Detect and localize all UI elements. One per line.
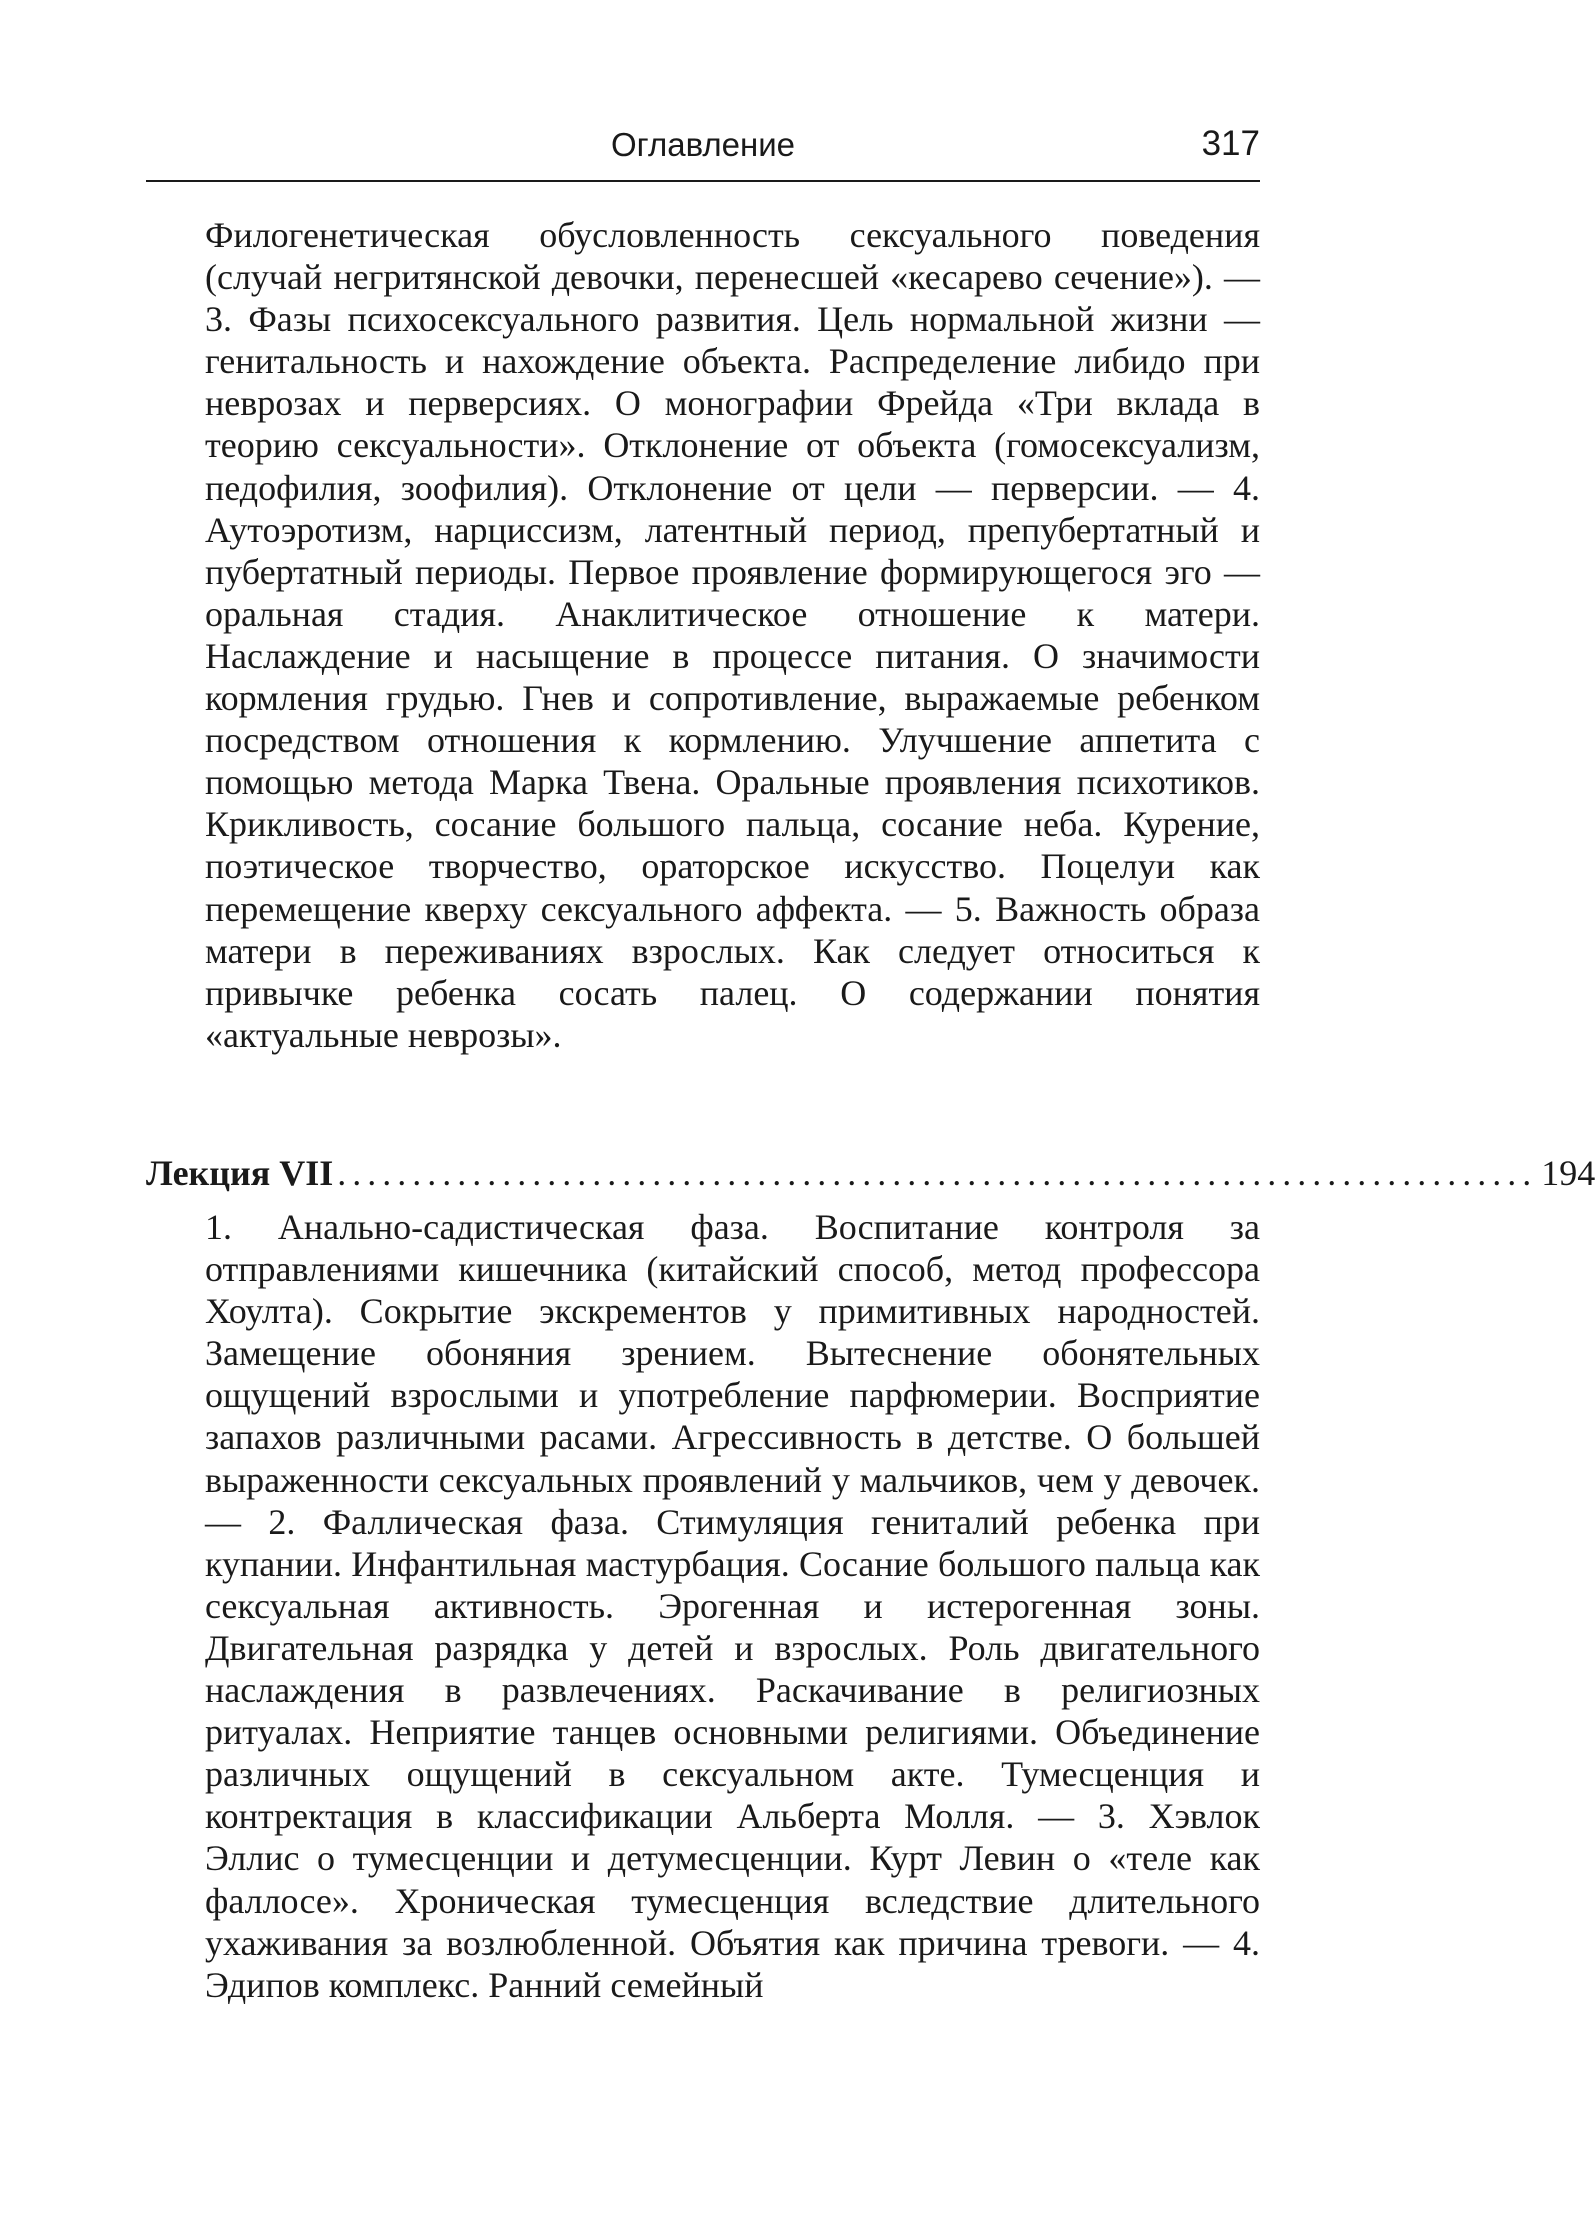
running-header xyxy=(146,118,1260,182)
lecture-page-number: 194 xyxy=(1541,1153,1595,1193)
running-title: Оглавление xyxy=(611,126,795,163)
toc-entry-lecture-vii xyxy=(146,1152,1595,1196)
toc-description-paragraph: Филогенетическая обусловленность сексуального поведения (случай негритянской девочки, перенесшей «кесарево сечение»). — 3. Фазы психосексуального развития. Цель нормальной жизни — генитальность и нахождение объекта. Распределение либидо при неврозах и перверсиях. О монографии Фрейда «Три вклада в теорию сексуальности». Отклонение от объекта (гомосексуализм, педофилия, зоофилия). Отклонение от цели — перверсии. — 4. Аутоэротизм, нарциссизм, латентный период, препубертатный и пубертатный периоды. Первое проявление формирующегося эго — оральная стадия. Анаклитическое отношение к матери. Наслаждение и насыщение в процессе питания. О значимости кормления грудью. Гнев и сопротивление, выражаемые ребенком посредством отношения к кормлению. Улучшение аппетита с помощью метода Марка Твена. Оральные проявления психотиков. Крикливость, сосание большого пальца, сосание неба. Курение, поэтическое творчество, ораторское искусство. Поцелуи как перемещение кверху сексуального аффекта. — 5. Важность образа матери в переживаниях взрослых. Как следует относиться к привычке ребенка сосать палец. О содержании понятия «актуальные неврозы». xyxy=(205,215,1260,1055)
lecture-title: Лекция VII xyxy=(146,1153,334,1193)
dot-leader: ................................................................................ xyxy=(337,1153,1538,1193)
toc-description-paragraph: 1. Анально-садистическая фаза. Воспитание контроля за отправлениями кишечника (китайский способ, метод профессора Хоулта). Сокрытие экскрементов у примитивных народностей. Замещение обоняния зрением. Вытеснение обонятельных ощущений взрослыми и употребление парфюмерии. Восприятие запахов различными расами. Агрессивность в детстве. О большей выраженности сексуальных проявлений у мальчиков, чем у девочек. — 2. Фаллическая фаза. Стимуляция гениталий ребенка при купании. Инфантильная мастурбация. Сосание большого пальца как сексуальная активность. Эрогенная и истерогенная зоны. Двигательная разрядка у детей и взрослых. Роль двигательного наслаждения в развлечениях. Раскачивание в религиозных ритуалах. Неприятие танцев основными религиями. Объединение различных ощущений в сексуальном акте. Тумесценция и контректация в классификации Альберта Молля. — 3. Хэвлок Эллис о тумесценции и детумесценции. Курт Левин о «теле как фаллосе». Хроническая тумесценция вследствие длительного ухаживания за возлюбленной. Объятия как причина тревоги. — 4. Эдипов комплекс. Ранний семейный xyxy=(205,1207,1260,2005)
page-number: 317 xyxy=(1201,124,1260,163)
